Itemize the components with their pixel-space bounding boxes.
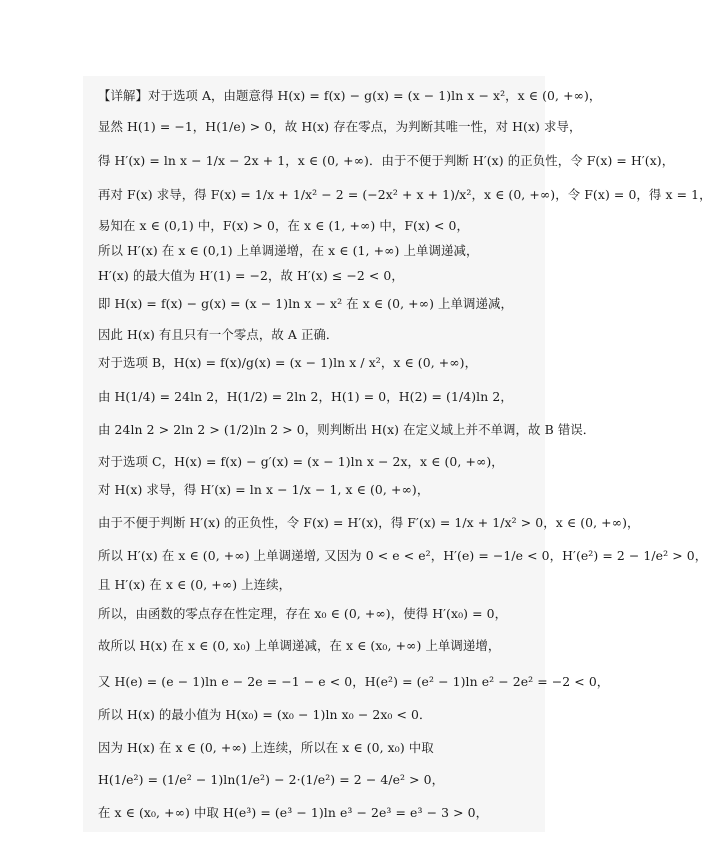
text-line: H′(x) 的最大值为 H′(1) = −2，故 H′(x) ≤ −2 < 0， <box>98 268 404 283</box>
text-line: 显然 H(1) = −1，H(1/e) > 0，故 H(x) 存在零点，为判断其唯一性，对 H(x) 求导， <box>98 119 582 134</box>
text-line: 易知在 x ∈ (0,1) 中，F(x) > 0，在 x ∈ (1, +∞) 中，F(x) < 0， <box>98 218 470 233</box>
text-line: 由 24ln 2 > 2ln 2 > (1/2)ln 2 > 0，则判断出 H(x) 在定义域上并不单调，故 B 错误． <box>98 422 596 437</box>
text-line: 且 H′(x) 在 x ∈ (0, +∞) 上连续， <box>98 577 292 592</box>
text-line: 对 H(x) 求导，得 H′(x) = ln x − 1/x − 1, x ∈ (0, +∞)， <box>98 482 430 497</box>
text-line: 因为 H(x) 在 x ∈ (0, +∞) 上连续，所以在 x ∈ (0, x₀) 中取 <box>98 740 434 755</box>
text-line: 对于选项 C，H(x) = f(x) − g′(x) = (x − 1)ln x − 2x，x ∈ (0, +∞)， <box>98 454 504 469</box>
text-line: 故所以 H(x) 在 x ∈ (0, x₀) 上单调递减，在 x ∈ (x₀, +∞) 上单调递增， <box>98 638 501 653</box>
text-line: 【详解】对于选项 A，由题意得 H(x) = f(x) − g(x) = (x − 1)ln x − x²，x ∈ (0, +∞)， <box>98 88 602 103</box>
text-line: 又 H(e) = (e − 1)ln e − 2e = −1 − e < 0，H(e²) = (e² − 1)ln e² − 2e² = −2 < 0， <box>98 674 610 689</box>
text-line: 在 x ∈ (x₀, +∞) 中取 H(e³) = (e³ − 1)ln e³ − 2e³ = e³ − 3 > 0， <box>98 805 489 820</box>
text-line: 因此 H(x) 有且只有一个零点，故 A 正确． <box>98 327 339 342</box>
text-line: 由 H(1/4) = 24ln 2，H(1/2) = 2ln 2，H(1) = 0，H(2) = (1/4)ln 2， <box>98 389 513 404</box>
text-line: 所以，由函数的零点存在性定理，存在 x₀ ∈ (0, +∞)，使得 H′(x₀) = 0， <box>98 606 508 621</box>
text-line: 所以 H′(x) 在 x ∈ (0,1) 上单调递增，在 x ∈ (1, +∞) 上单调递减， <box>98 243 479 258</box>
text-line: 再对 F(x) 求导，得 F(x) = 1/x + 1/x² − 2 = (−2x² + x + 1)/x²，x ∈ (0, +∞)，令 F(x) = 0，得 x = 1， <box>98 187 712 202</box>
text-line: H(1/e²) = (1/e² − 1)ln(1/e²) − 2·(1/e²) = 2 − 4/e² > 0， <box>98 772 445 787</box>
text-line: 所以 H(x) 的最小值为 H(x₀) = (x₀ − 1)ln x₀ − 2x₀ < 0． <box>98 707 432 722</box>
text-line: 所以 H′(x) 在 x ∈ (0, +∞) 上单调递增, 又因为 0 < e < e²，H′(e) = −1/e < 0，H′(e²) = 2 − 1/e² > 0， <box>98 548 708 563</box>
text-line: 由于不便于判断 H′(x) 的正负性，令 F(x) = H′(x)，得 F′(x) = 1/x + 1/x² > 0，x ∈ (0, +∞)， <box>98 515 640 530</box>
text-line: 即 H(x) = f(x) − g(x) = (x − 1)ln x − x² 在 x ∈ (0, +∞) 上单调递减， <box>98 296 513 311</box>
text-line: 得 H′(x) = ln x − 1/x − 2x + 1，x ∈ (0, +∞)．由于不便于判断 H′(x) 的正负性，令 F(x) = H′(x)， <box>98 153 675 168</box>
text-line: 对于选项 B，H(x) = f(x)/g(x) = (x − 1)ln x / x²，x ∈ (0, +∞)， <box>98 355 478 370</box>
